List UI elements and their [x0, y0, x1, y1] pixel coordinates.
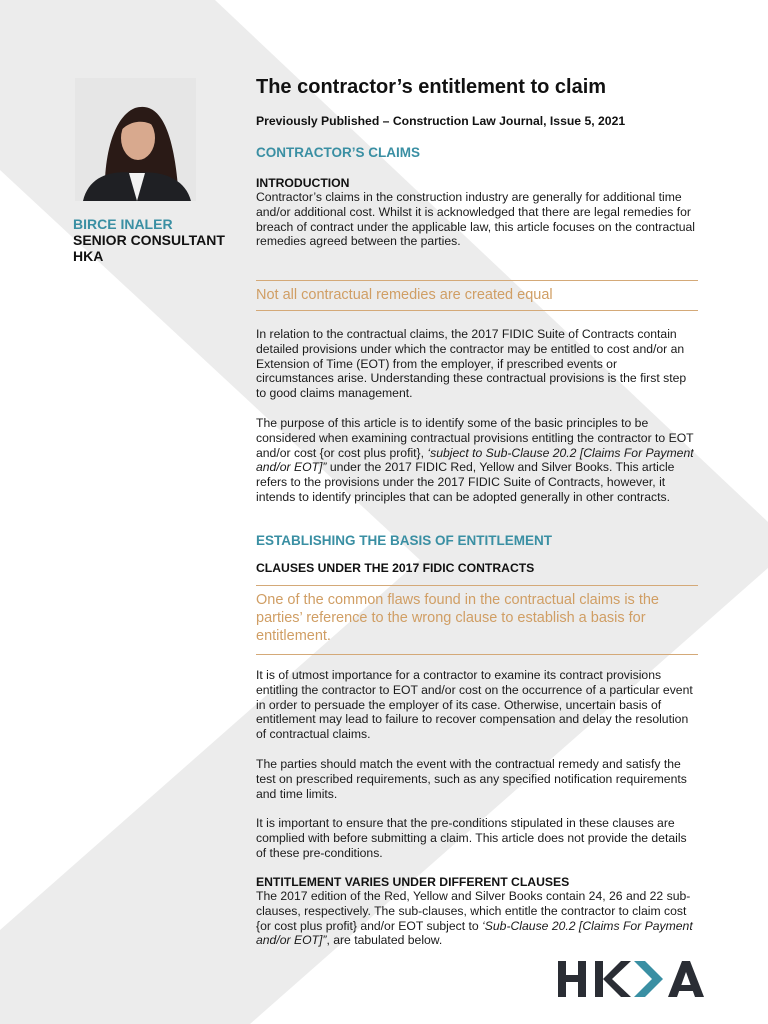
clauses-heading: CLAUSES UNDER THE 2017 FIDIC CONTRACTS [256, 561, 535, 575]
introduction-paragraph: Contractor’s claims in the construction industry are generally for additional time and/or additional cost. Whilst it is acknowledged that there are legal remedies for breach of contract under the applicable law, this article focuses on the contractual remedies agreed between the parties. [256, 190, 696, 249]
publication-line: Previously Published – Construction Law Journal, Issue 5, 2021 [256, 114, 626, 128]
author-block [73, 216, 243, 264]
introduction-heading: INTRODUCTION [256, 176, 350, 190]
pullquote2-bottom-rule [256, 654, 698, 655]
pullquote-remedies: Not all contractual remedies are created equal [256, 287, 553, 303]
author-photo [75, 78, 196, 201]
article-title: The contractor’s entitlement to claim [256, 76, 607, 98]
paragraph-article-purpose: The purpose of this article is to identify some of the basic principles to be considered when examining contractual provisions entitling the contractor to EOT and/or cost {or cost plus profit}, ‘subject to Sub-Clause 20.2 [Claims For Payment and/or EOT]” under the 2017 FIDIC Red, Yellow and Silver Books. This article refers to the provisions under the 2017 FIDIC Suite of Contracts, however, it intends to identify principles that can be adopted generally in other contracts. [256, 416, 694, 504]
paragraph-sub-clauses: The 2017 edition of the Red, Yellow and Silver Books contain 24, 26 and 22 sub-clauses, respectively. The sub-clauses, which entitle the contractor to claim cost {or cost plus profit} and/or EOT subject to ‘Sub-Clause 20.2 [Claims For Payment and/or EOT]”, are tabulated below. [256, 889, 693, 948]
pullquote-common-flaws: One of the common flaws found in the contractual claims is the parties’ reference to the wrong clause to establish a basis for entitlement. [256, 592, 659, 644]
author-name: BIRCE INALER [73, 216, 173, 232]
section-heading-contractors-claims: CONTRACTOR’S CLAIMS [256, 145, 420, 160]
author-company: HKA [73, 248, 104, 264]
pullquote-top-rule [256, 280, 698, 281]
paragraph-examine-provisions: It is of utmost importance for a contractor to examine its contract provisions entitling the contractor to EOT and/or cost on the occurrence of a particular event in order to persuade the employer of its case. Otherwise, uncertain basis of entitlement may lead to failure to recover compensation and delay the resolution of contractual claims. [256, 668, 693, 742]
paragraph-fidic-provisions: In relation to the contractual claims, the 2017 FIDIC Suite of Contracts contain detailed provisions under which the contractor may be entitled to cost and/or an Extension of Time (EOT) from the employer, if prescribed events or circumstances arise. Understanding these contractual provisions is the first step to good claims management. [256, 327, 687, 401]
pullquote2-top-rule [256, 585, 698, 586]
hka-logo [558, 960, 704, 998]
pullquote-bottom-rule [256, 310, 698, 311]
paragraph-preconditions: It is important to ensure that the pre-conditions stipulated in these clauses are complied with before submitting a claim. This article does not provide the details of these pre-conditions. [256, 816, 687, 860]
section-heading-basis-of-entitlement: ESTABLISHING THE BASIS OF ENTITLEMENT [256, 533, 553, 548]
author-role: SENIOR CONSULTANT [73, 232, 225, 248]
paragraph-match-event: The parties should match the event with the contractual remedy and satisfy the test on prescribed requirements, such as any specified notification requirements and time limits. [256, 757, 687, 801]
entitlement-heading: ENTITLEMENT VARIES UNDER DIFFERENT CLAUSES [256, 875, 570, 889]
